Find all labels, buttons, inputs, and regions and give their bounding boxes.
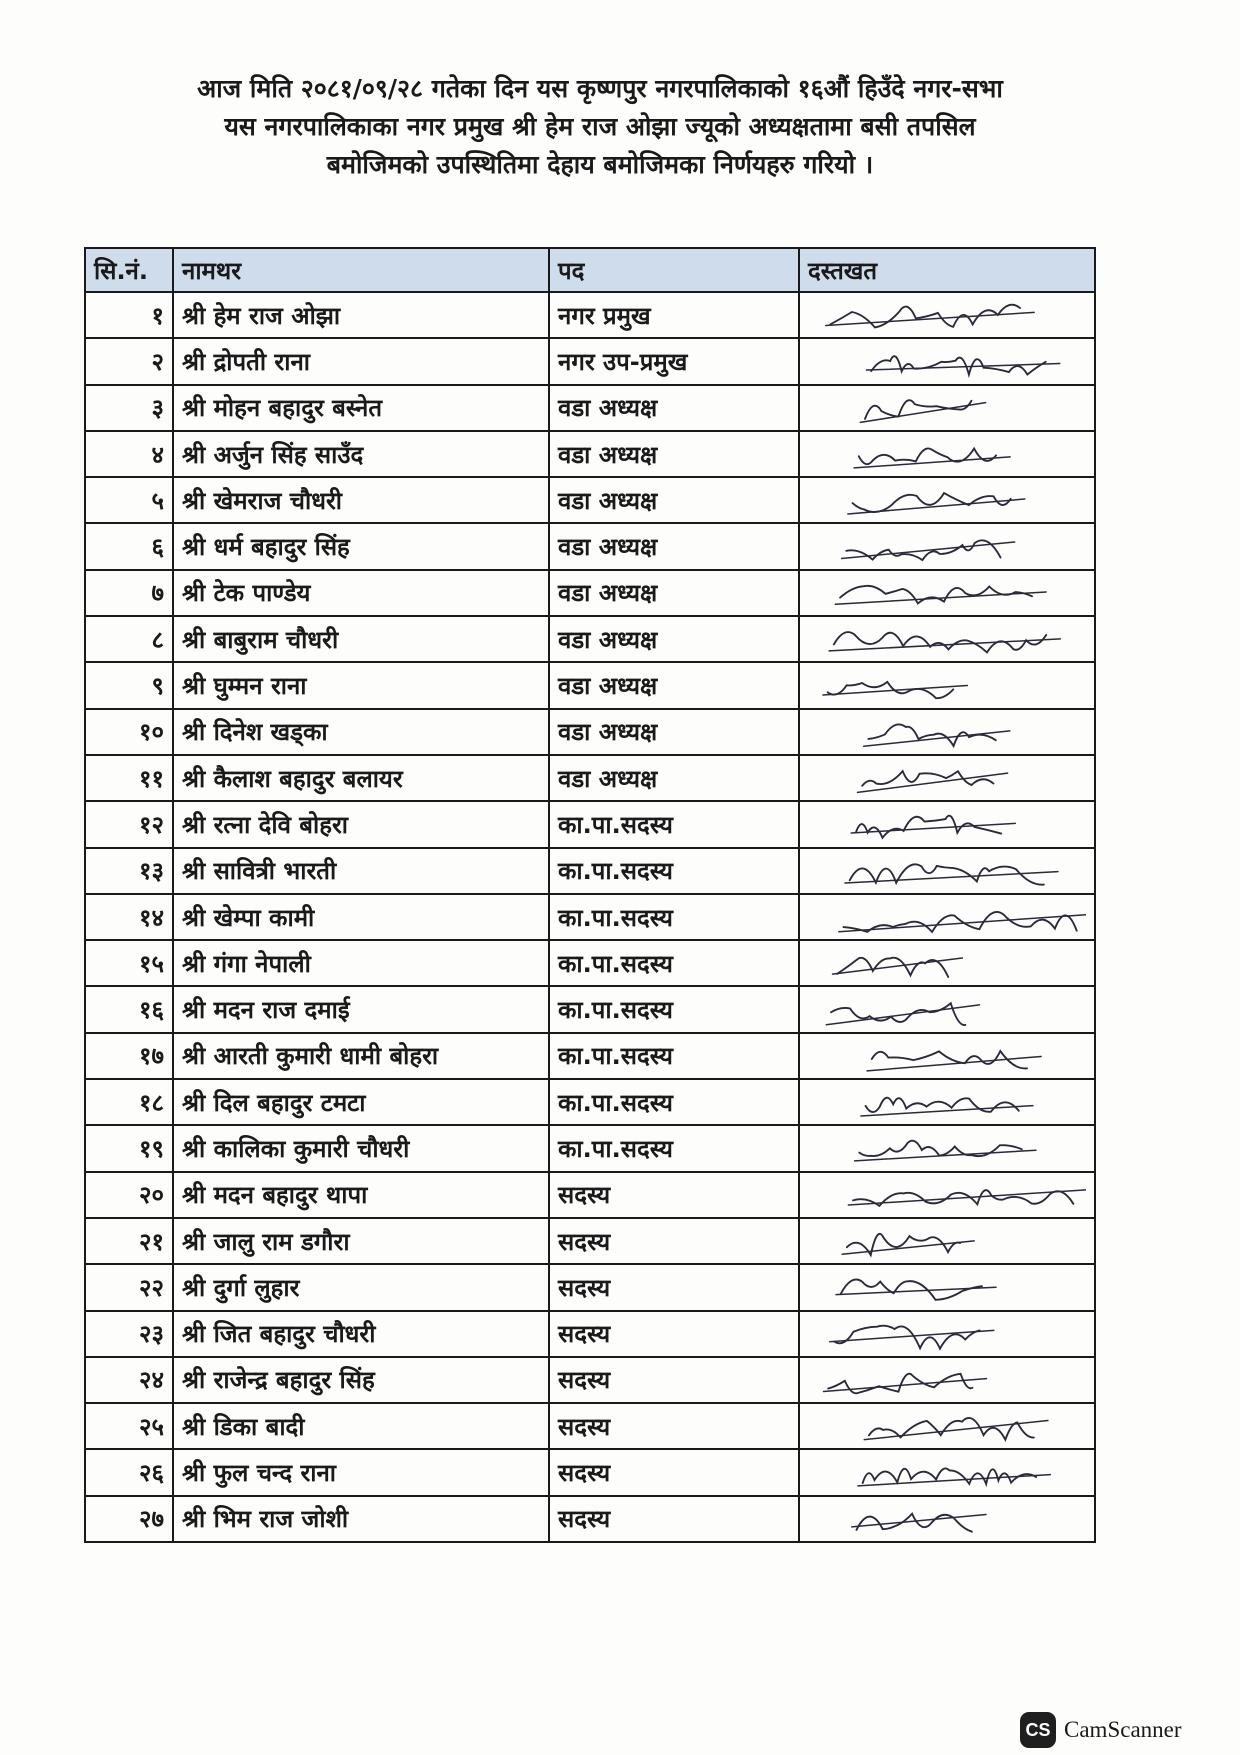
- cell-name: श्री मदन राज दमाई: [173, 986, 549, 1032]
- handwritten-signature: [808, 1404, 1086, 1448]
- table-row: [85, 1079, 1095, 1125]
- cell-sn: २४: [85, 1357, 173, 1403]
- camscanner-watermark: [1020, 1712, 1182, 1748]
- cell-post: का.पा.सदस्य: [549, 1079, 799, 1125]
- cell-sn: २२: [85, 1264, 173, 1310]
- table-row: [85, 431, 1095, 477]
- table-row: [85, 1033, 1095, 1079]
- cell-name: श्री मदन बहादुर थापा: [173, 1172, 549, 1218]
- cell-post: सदस्य: [549, 1264, 799, 1310]
- handwritten-signature: [808, 802, 1086, 846]
- cell-name: श्री बाबुराम चौधरी: [173, 616, 549, 662]
- cell-post: वडा अध्यक्ष: [549, 616, 799, 662]
- cell-post: सदस्य: [549, 1357, 799, 1403]
- signature-cell: [799, 848, 1095, 894]
- cell-name: श्री अर्जुन सिंह साउँद: [173, 431, 549, 477]
- cell-post: का.पा.सदस्य: [549, 1125, 799, 1171]
- cell-sn: ६: [85, 523, 173, 569]
- cell-sn: ८: [85, 616, 173, 662]
- signature-cell: [799, 1449, 1095, 1495]
- cell-name: श्री भिम राज जोशी: [173, 1496, 549, 1542]
- handwritten-signature: [808, 617, 1086, 661]
- signature-cell: [799, 1125, 1095, 1171]
- handwritten-signature: [808, 941, 1086, 985]
- cell-sn: १३: [85, 848, 173, 894]
- cell-name: श्री जालु राम डगौरा: [173, 1218, 549, 1264]
- table-row: [85, 755, 1095, 801]
- cell-name: श्री रत्ना देवि बोहरा: [173, 801, 549, 847]
- cell-post: वडा अध्यक्ष: [549, 523, 799, 569]
- cell-sn: २५: [85, 1403, 173, 1449]
- signature-cell: [799, 1033, 1095, 1079]
- table-row: [85, 292, 1095, 338]
- cell-name: श्री कालिका कुमारी चौधरी: [173, 1125, 549, 1171]
- signature-cell: [799, 662, 1095, 708]
- handwritten-signature: [808, 1265, 1086, 1309]
- handwritten-signature: [808, 849, 1086, 893]
- cell-post: सदस्य: [549, 1496, 799, 1542]
- camscanner-label: CamScanner: [1064, 1717, 1182, 1742]
- attendance-table: [84, 247, 1096, 1543]
- signature-cell: [799, 477, 1095, 523]
- table-row: [85, 1172, 1095, 1218]
- signature-cell: [799, 801, 1095, 847]
- signature-cell: [799, 986, 1095, 1032]
- handwritten-signature: [808, 339, 1086, 383]
- cell-name: श्री टेक पाण्डेय: [173, 570, 549, 616]
- cell-sn: २१: [85, 1218, 173, 1264]
- table-body: [85, 292, 1095, 1542]
- cell-sn: २६: [85, 1449, 173, 1495]
- handwritten-signature: [808, 478, 1086, 522]
- cell-name: श्री हेम राज ओझा: [173, 292, 549, 338]
- signature-cell: [799, 616, 1095, 662]
- table-row: [85, 616, 1095, 662]
- signature-cell: [799, 431, 1095, 477]
- table-header-row: [85, 248, 1095, 292]
- table-row: [85, 523, 1095, 569]
- handwritten-signature: [808, 432, 1086, 476]
- handwritten-signature: [808, 664, 1086, 708]
- cell-sn: २३: [85, 1311, 173, 1357]
- cell-post: का.पा.सदस्य: [549, 801, 799, 847]
- cell-post: नगर प्रमुख: [549, 292, 799, 338]
- cell-name: श्री कैलाश बहादुर बलायर: [173, 755, 549, 801]
- cell-post: का.पा.सदस्य: [549, 894, 799, 940]
- table-row: [85, 709, 1095, 755]
- cell-post: का.पा.सदस्य: [549, 1033, 799, 1079]
- cell-post: वडा अध्यक्ष: [549, 385, 799, 431]
- cell-post: वडा अध्यक्ष: [549, 755, 799, 801]
- cell-sn: ९: [85, 662, 173, 708]
- cell-post: वडा अध्यक्ष: [549, 431, 799, 477]
- cell-post: का.पा.सदस्य: [549, 986, 799, 1032]
- signature-cell: [799, 1403, 1095, 1449]
- table-row: [85, 986, 1095, 1032]
- handwritten-signature: [808, 1497, 1086, 1541]
- table-row: [85, 1403, 1095, 1449]
- table-row: [85, 940, 1095, 986]
- cell-sn: २: [85, 338, 173, 384]
- handwritten-signature: [808, 710, 1086, 754]
- cell-name: श्री धर्म बहादुर सिंह: [173, 523, 549, 569]
- cell-post: का.पा.सदस्य: [549, 848, 799, 894]
- signature-cell: [799, 338, 1095, 384]
- handwritten-signature: [808, 1034, 1086, 1078]
- cell-name: श्री डिका बादी: [173, 1403, 549, 1449]
- handwritten-signature: [808, 525, 1086, 569]
- cell-name: श्री घुम्मन राना: [173, 662, 549, 708]
- table-row: [85, 1311, 1095, 1357]
- cell-sn: १०: [85, 709, 173, 755]
- header-signature: दस्तखत: [799, 248, 1095, 292]
- handwritten-signature: [808, 571, 1086, 615]
- cell-name: श्री द्रोपती राना: [173, 338, 549, 384]
- table-row: [85, 801, 1095, 847]
- cell-name: श्री सावित्री भारती: [173, 848, 549, 894]
- signature-cell: [799, 940, 1095, 986]
- cell-sn: १२: [85, 801, 173, 847]
- cell-name: श्री मोहन बहादुर बस्नेत: [173, 385, 549, 431]
- cell-sn: ३: [85, 385, 173, 431]
- handwritten-signature: [808, 895, 1086, 939]
- table-row: [85, 1218, 1095, 1264]
- handwritten-signature: [808, 386, 1086, 430]
- cell-sn: १६: [85, 986, 173, 1032]
- table-row: [85, 662, 1095, 708]
- cell-name: श्री खेम्पा कामी: [173, 894, 549, 940]
- table-row: [85, 1449, 1095, 1495]
- cell-post: नगर उप-प्रमुख: [549, 338, 799, 384]
- cell-name: श्री खेमराज चौधरी: [173, 477, 549, 523]
- signature-cell: [799, 1172, 1095, 1218]
- signature-cell: [799, 1079, 1095, 1125]
- signature-cell: [799, 292, 1095, 338]
- signature-cell: [799, 1357, 1095, 1403]
- intro-paragraph: [100, 70, 1100, 184]
- cell-name: श्री दिल बहादुर टमटा: [173, 1079, 549, 1125]
- cell-post: वडा अध्यक्ष: [549, 477, 799, 523]
- signature-cell: [799, 755, 1095, 801]
- cell-post: सदस्य: [549, 1449, 799, 1495]
- cell-sn: २०: [85, 1172, 173, 1218]
- cell-name: श्री जित बहादुर चौधरी: [173, 1311, 549, 1357]
- cell-post: सदस्य: [549, 1311, 799, 1357]
- cell-post: सदस्य: [549, 1172, 799, 1218]
- cell-sn: १: [85, 292, 173, 338]
- cell-post: वडा अध्यक्ष: [549, 662, 799, 708]
- table-row: [85, 848, 1095, 894]
- table-row: [85, 1264, 1095, 1310]
- handwritten-signature: [808, 1312, 1086, 1356]
- cell-name: श्री राजेन्द्र बहादुर सिंह: [173, 1357, 549, 1403]
- table-row: [85, 1125, 1095, 1171]
- table-row: [85, 338, 1095, 384]
- cell-name: श्री आरती कुमारी धामी बोहरा: [173, 1033, 549, 1079]
- header-post: पद: [549, 248, 799, 292]
- table-row: [85, 385, 1095, 431]
- cell-sn: १४: [85, 894, 173, 940]
- signature-cell: [799, 570, 1095, 616]
- cell-sn: १८: [85, 1079, 173, 1125]
- table-row: [85, 570, 1095, 616]
- signature-cell: [799, 709, 1095, 755]
- cell-post: का.पा.सदस्य: [549, 940, 799, 986]
- handwritten-signature: [808, 1126, 1086, 1170]
- cell-sn: १५: [85, 940, 173, 986]
- cell-sn: ५: [85, 477, 173, 523]
- handwritten-signature: [808, 1358, 1086, 1402]
- signature-cell: [799, 1496, 1095, 1542]
- handwritten-signature: [808, 1451, 1086, 1495]
- handwritten-signature: [808, 1173, 1086, 1217]
- cell-sn: २७: [85, 1496, 173, 1542]
- signature-cell: [799, 1311, 1095, 1357]
- signature-cell: [799, 1264, 1095, 1310]
- table-row: [85, 1357, 1095, 1403]
- handwritten-signature: [808, 756, 1086, 800]
- signature-cell: [799, 385, 1095, 431]
- handwritten-signature: [808, 1219, 1086, 1263]
- cell-post: वडा अध्यक्ष: [549, 709, 799, 755]
- table-row: [85, 894, 1095, 940]
- table-row: [85, 1496, 1095, 1542]
- intro-line-3: बमोजिमको उपस्थितिमा देहाय बमोजिमका निर्णयहरु गरियो ।: [326, 150, 874, 179]
- signature-cell: [799, 1218, 1095, 1264]
- cell-post: सदस्य: [549, 1403, 799, 1449]
- cell-name: श्री फुल चन्द राना: [173, 1449, 549, 1495]
- handwritten-signature: [808, 1080, 1086, 1124]
- intro-line-1: आज मिति २०८१/०९/२८ गतेका दिन यस कृष्णपुर नगरपालिकाको १६औं हिउँदे नगर-सभा: [197, 74, 1003, 103]
- table-row: [85, 477, 1095, 523]
- cell-post: वडा अध्यक्ष: [549, 570, 799, 616]
- header-name: नामथर: [173, 248, 549, 292]
- cell-name: श्री दुर्गा लुहार: [173, 1264, 549, 1310]
- camscanner-logo-icon: CS: [1020, 1712, 1056, 1748]
- cell-sn: १९: [85, 1125, 173, 1171]
- cell-post: सदस्य: [549, 1218, 799, 1264]
- signature-cell: [799, 894, 1095, 940]
- intro-line-2: यस नगरपालिकाका नगर प्रमुख श्री हेम राज ओझा ज्यूको अध्यक्षतामा बसी तपसिल: [224, 112, 976, 141]
- cell-name: श्री दिनेश खड्का: [173, 709, 549, 755]
- cell-sn: ११: [85, 755, 173, 801]
- cell-sn: १७: [85, 1033, 173, 1079]
- cell-sn: ४: [85, 431, 173, 477]
- cell-name: श्री गंगा नेपाली: [173, 940, 549, 986]
- header-sn: सि.नं.: [85, 248, 173, 292]
- signature-cell: [799, 523, 1095, 569]
- cell-sn: ७: [85, 570, 173, 616]
- handwritten-signature: [808, 293, 1086, 337]
- handwritten-signature: [808, 988, 1086, 1032]
